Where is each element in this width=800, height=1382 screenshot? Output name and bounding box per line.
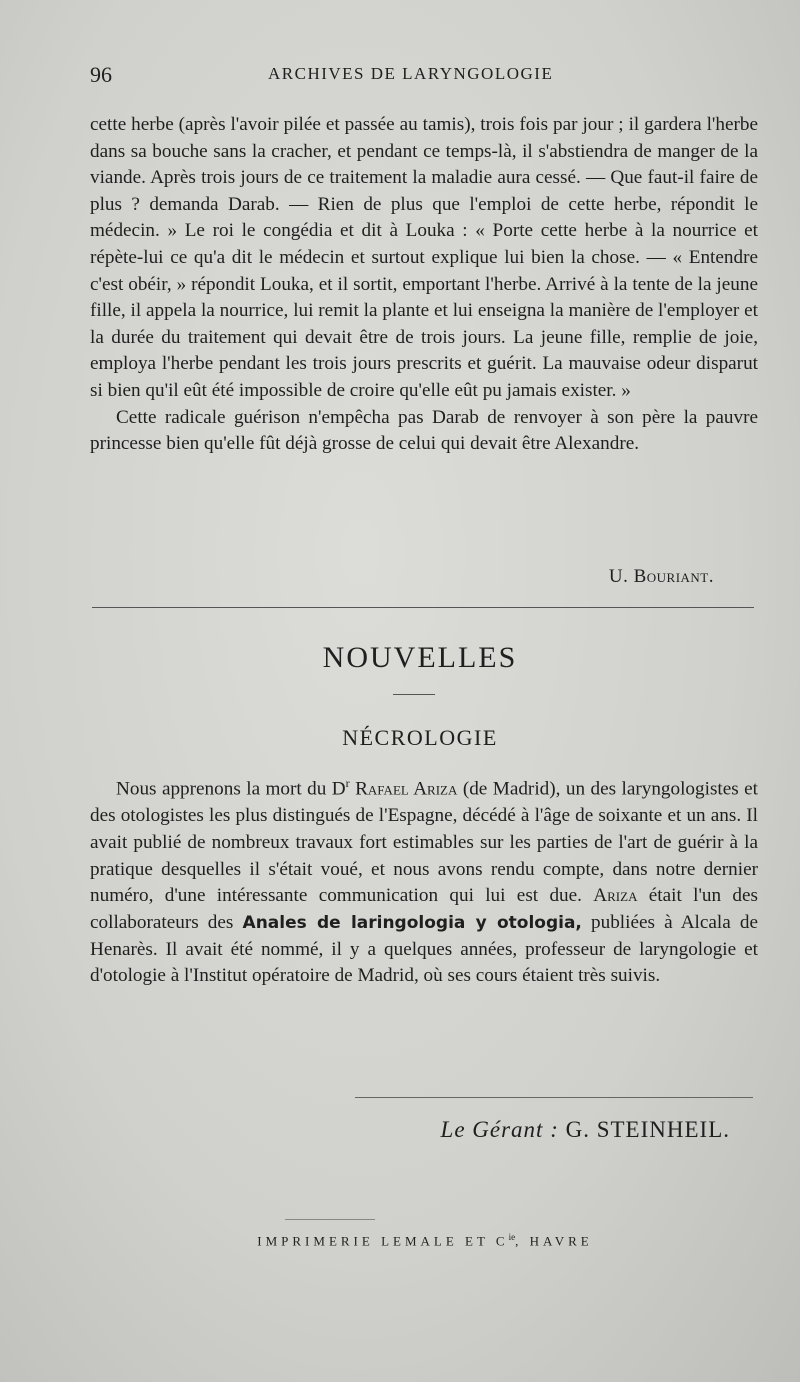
- manager-signature: [441, 1117, 730, 1143]
- author-signature: U. Bouriant.: [608, 566, 714, 587]
- section-divider: [92, 607, 754, 608]
- running-head: [90, 62, 750, 92]
- signature-divider: [355, 1097, 753, 1098]
- journal-title: ARCHIVES DE LARYNGOLOGIE: [268, 64, 554, 83]
- obituary-text-2: (de Madrid), un des laryngologistes et des otologistes les plus distingués de l'Espagne, décédé à l'âge de soixante et un ans. Il avait publié de nombreux travaux fort estimables sur les parties de l'art de guérir à la pratique desquelles il s'était voué, et nous avons rendu compte, dans notre dernier numéro, d'une intéressante communication qui lui est due.: [90, 778, 759, 907]
- printer-imprint: [0, 1232, 800, 1249]
- imprint-divider: [285, 1219, 375, 1220]
- obituary-text-1: Nous apprenons la mort du D: [116, 778, 346, 800]
- imprint-city: , HAVRE: [515, 1233, 593, 1249]
- story-paragraph-1: cette herbe (après l'avoir pilée et passée au tamis), trois fois par jour ; il gardera l'herbe dans sa bouche sans la cracher, et pendant ce temps-là, il s'abstiendra de manger de la viande. Après trois jours de ce traitement la maladie aura cessé. — Que faut-il faire de plus ? demanda Darab. — Rien de plus que l'emploi de cette herbe, répondit le médecin. » Le roi le congédia et dit à Louka : « Porte cette herbe à la nourrice et répète-lui ce qu'a dit le médecin et surtout explique lui bien la chose. — « Entendre c'est obéir, » répondit Louka, et il sortit, emportant l'herbe. Arrivé à la tente de la jeune fille, il appela la nourrice, lui remit la plante et lui enseigna la manière de l'employer et la durée du traitement qui devait être de trois jours. La jeune fille, remplie de joie, employa l'herbe pendant les trois jours prescrits et guérit. La mauvaise odeur disparut si bien qu'il eût été impossible de croire qu'elle eût pu jamais exister. »: [90, 114, 758, 401]
- manager-name: G. STEINHEIL.: [565, 1117, 730, 1142]
- obituary-text-4: publiées à Alcala de Henarès. Il avait été nommé, il y a quelques années, professeur de laryngologie et d'otologie à l'Institut opératoire de Madrid, où ses cours étaient très suivis.: [90, 911, 758, 987]
- imprint-superscript: ie: [508, 1232, 516, 1242]
- page-number: 96: [90, 62, 112, 87]
- story-paragraph-2: Cette radicale guérison n'empêcha pas Darab de renvoyer à son père la pauvre princesse bien qu'elle fût déjà grosse de celui qui devait être Alexandre.: [90, 406, 758, 455]
- imprint-text: IMPRIMERIE LEMALE ET C: [257, 1233, 509, 1249]
- journal-name: Anales de laringologia y otologia,: [242, 912, 582, 933]
- person-name: Rafael Ariza: [355, 778, 458, 800]
- obituary-text: [90, 770, 758, 990]
- obituary-text-3: était l'un des collaborateurs des: [90, 885, 758, 933]
- obituary-paragraph: [90, 770, 758, 990]
- subsection-title: NÉCROLOGIE: [342, 725, 498, 750]
- manager-label: Le Gérant :: [440, 1117, 559, 1142]
- doctor-superscript: r: [345, 776, 350, 790]
- story-text: [90, 112, 758, 458]
- title-divider: [393, 694, 435, 695]
- section-title: NOUVELLES: [322, 641, 518, 674]
- person-name-2: Ariza: [593, 885, 638, 907]
